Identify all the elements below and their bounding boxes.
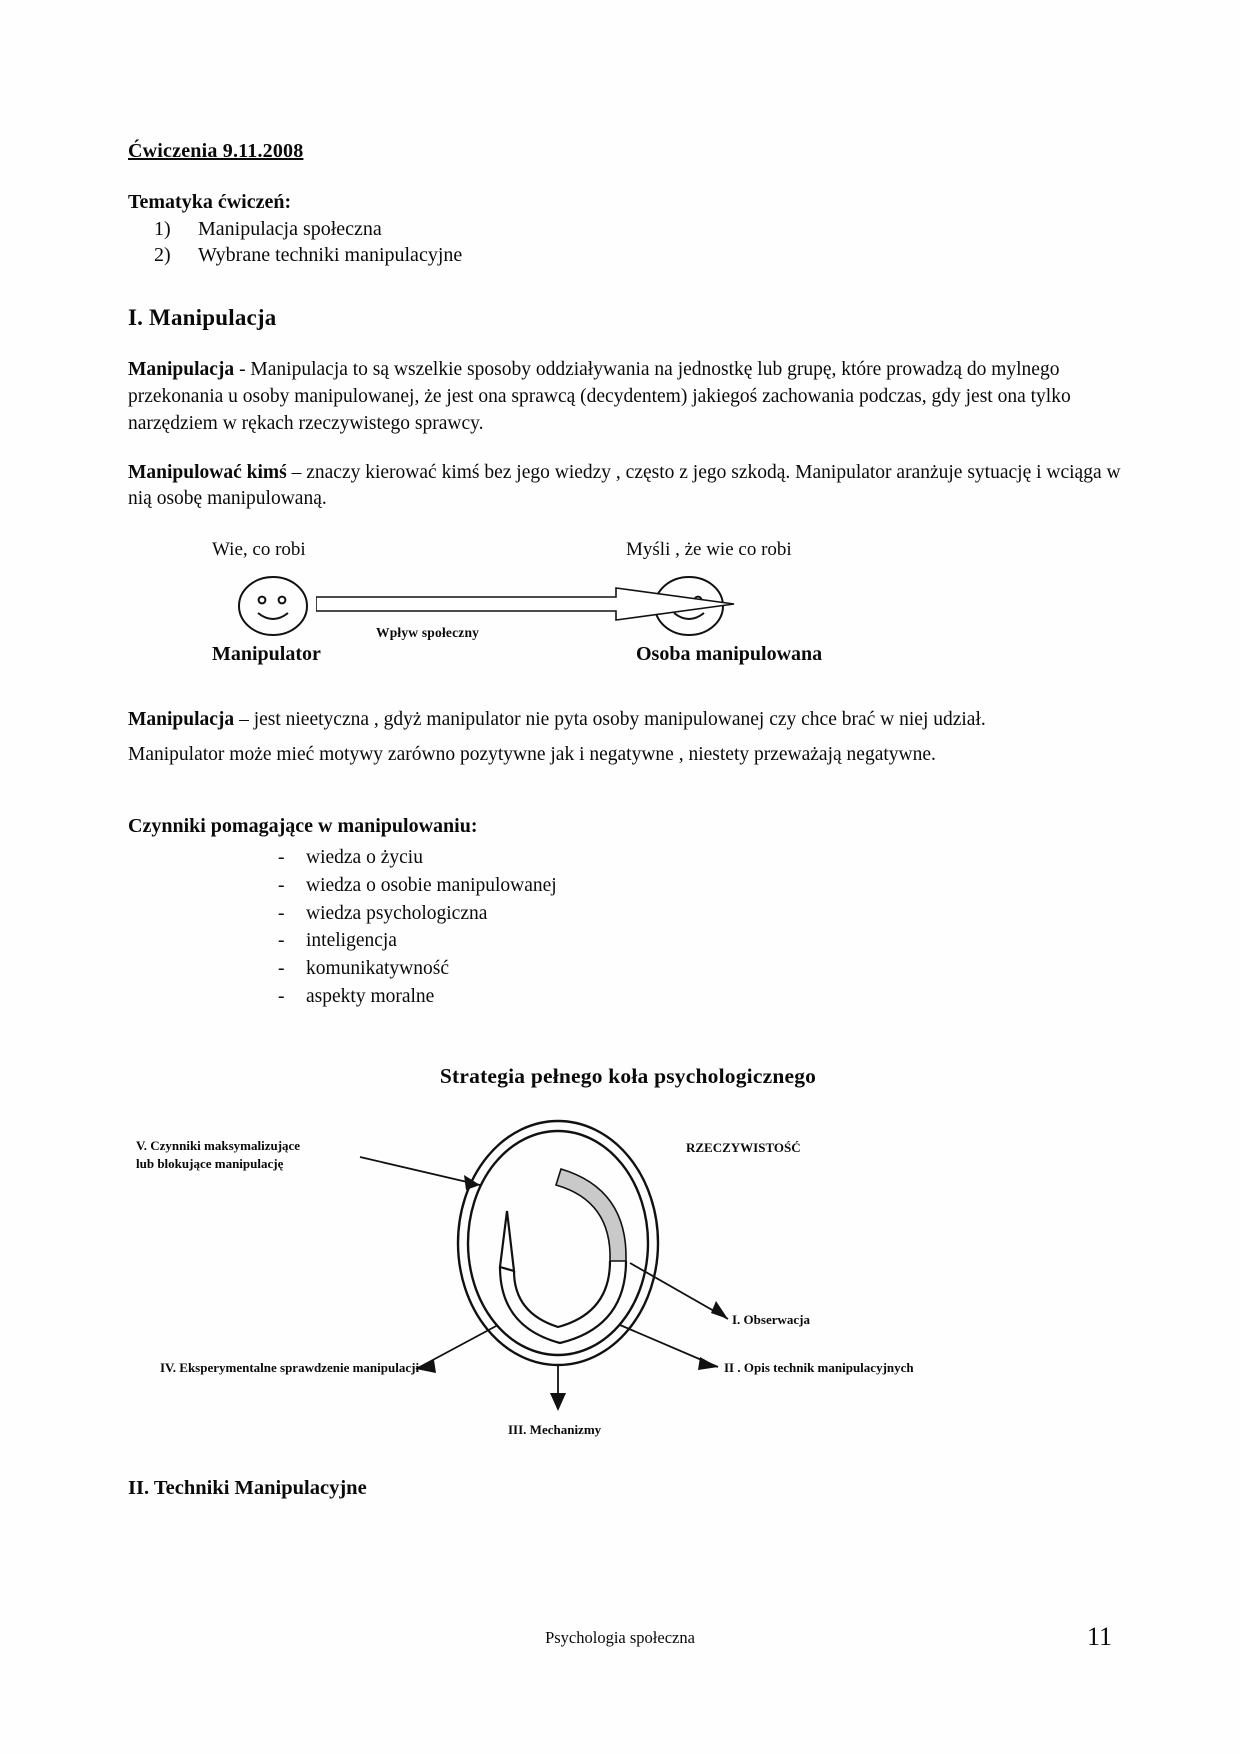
definition-body: - Manipulacja to są wszelkie sposoby oddziaływania na jednostkę lub grupę, które prowadzą do mylnego przekonania u osoby manipulowanej, że jest ona sprawcą (decydentem) jakiegoś zachowania podczas, gdy jest ona tylko narzędziem w rękach rzeczywistego sprawcy. [128,358,1071,434]
definition-nieetyczna [128,707,1128,734]
influence-right-caption: Myśli , że wie co robi [626,539,792,561]
topics-heading: Tematyka ćwiczeń: [128,191,292,213]
definition-body: – znaczy kierować kimś bez jego wiedzy , często z jego szkodą. Manipulator aranżuje sytuację i wciąga w nią osobę manipulowaną. [128,461,1121,510]
page-content [128,140,1128,1500]
list-item-label: inteligencja [306,930,397,952]
list-item-label: Manipulacja społeczna [198,218,382,240]
strategy-label-v [136,1137,300,1172]
list-item-label: Wybrane techniki manipulacyjne [198,244,463,267]
list-bullet: - [278,847,285,869]
strategy-label-iii: III. Mechanizmy [508,1422,602,1438]
influence-arrow-label: Wpływ społeczny [376,625,480,641]
paragraph-motives: Manipulator może mieć motywy zarówno pozytywne jak i negatywne , niestety przeważają negatywne. [128,744,936,766]
page-number: 11 [1086,1622,1112,1651]
list-bullet: - [278,902,285,924]
list-item-label: komunikatywność [306,957,449,979]
strategy-circle-diagram [128,1111,1128,1438]
strategy-label-v-line1: V. Czynniki maksymalizujące [136,1138,301,1154]
definition-manipulowac-kims [128,460,1128,514]
list-item [278,983,1128,1011]
right-arrow-icon [316,587,736,623]
definition-body: – jest nieetyczna , gdyż manipulator nie pyta osoby manipulowanej czy chce brać w niej udział. [234,709,986,731]
smiley-face-icon [236,575,310,637]
list-item [154,242,1128,268]
strategy-label-reality: RZECZYWISTOŚĆ [686,1140,801,1156]
list-item-label: wiedza o osobie manipulowanej [306,874,557,896]
strategy-label-v-line2: lub blokujące manipulację [136,1155,284,1171]
list-item-number: 2) [154,244,171,267]
list-bullet: - [278,930,285,952]
influence-diagram [128,539,1128,689]
factors-list [128,844,1128,1010]
list-item [278,844,1128,872]
definition-term: Manipulacja [128,358,235,380]
definition-term: Manipulować kimś [128,461,287,483]
list-item-number: 1) [154,218,171,240]
factors-heading: Czynniki pomagające w manipulowaniu: [128,815,478,838]
strategy-label-ii: II . Opis technik manipulacyjnych [724,1360,914,1376]
influence-left-name: Manipulator [212,643,321,666]
influence-right-name: Osoba manipulowana [636,643,823,666]
list-item [278,955,1128,983]
list-bullet: - [278,874,285,896]
list-item [278,900,1128,928]
strategy-label-i: I. Obserwacja [732,1312,810,1328]
influence-left-caption: Wie, co robi [212,539,306,561]
section-heading-techniki: II. Techniki Manipulacyjne [128,1477,367,1500]
section-heading-manipulacja: I. Manipulacja [128,304,277,330]
topics-list [128,216,1128,269]
list-item-label: wiedza o życiu [306,847,423,869]
strategy-label-iv: IV. Eksperymentalne sprawdzenie manipulacji [160,1360,420,1376]
list-item [278,927,1128,955]
list-item [278,872,1128,900]
footer-subject: Psychologia społeczna [545,1628,695,1647]
page-title: Ćwiczenia 9.11.2008 [128,140,304,162]
list-bullet: - [278,957,285,979]
list-bullet: - [278,985,285,1007]
strategy-diagram-title: Strategia pełnego koła psychologicznego [439,1064,817,1089]
list-item-label: aspekty moralne [306,985,435,1007]
definition-manipulacja [128,357,1128,438]
list-item [154,216,1128,242]
list-item-label: wiedza psychologiczna [306,902,488,924]
page-footer [0,1622,1240,1662]
definition-term: Manipulacja [128,709,235,731]
